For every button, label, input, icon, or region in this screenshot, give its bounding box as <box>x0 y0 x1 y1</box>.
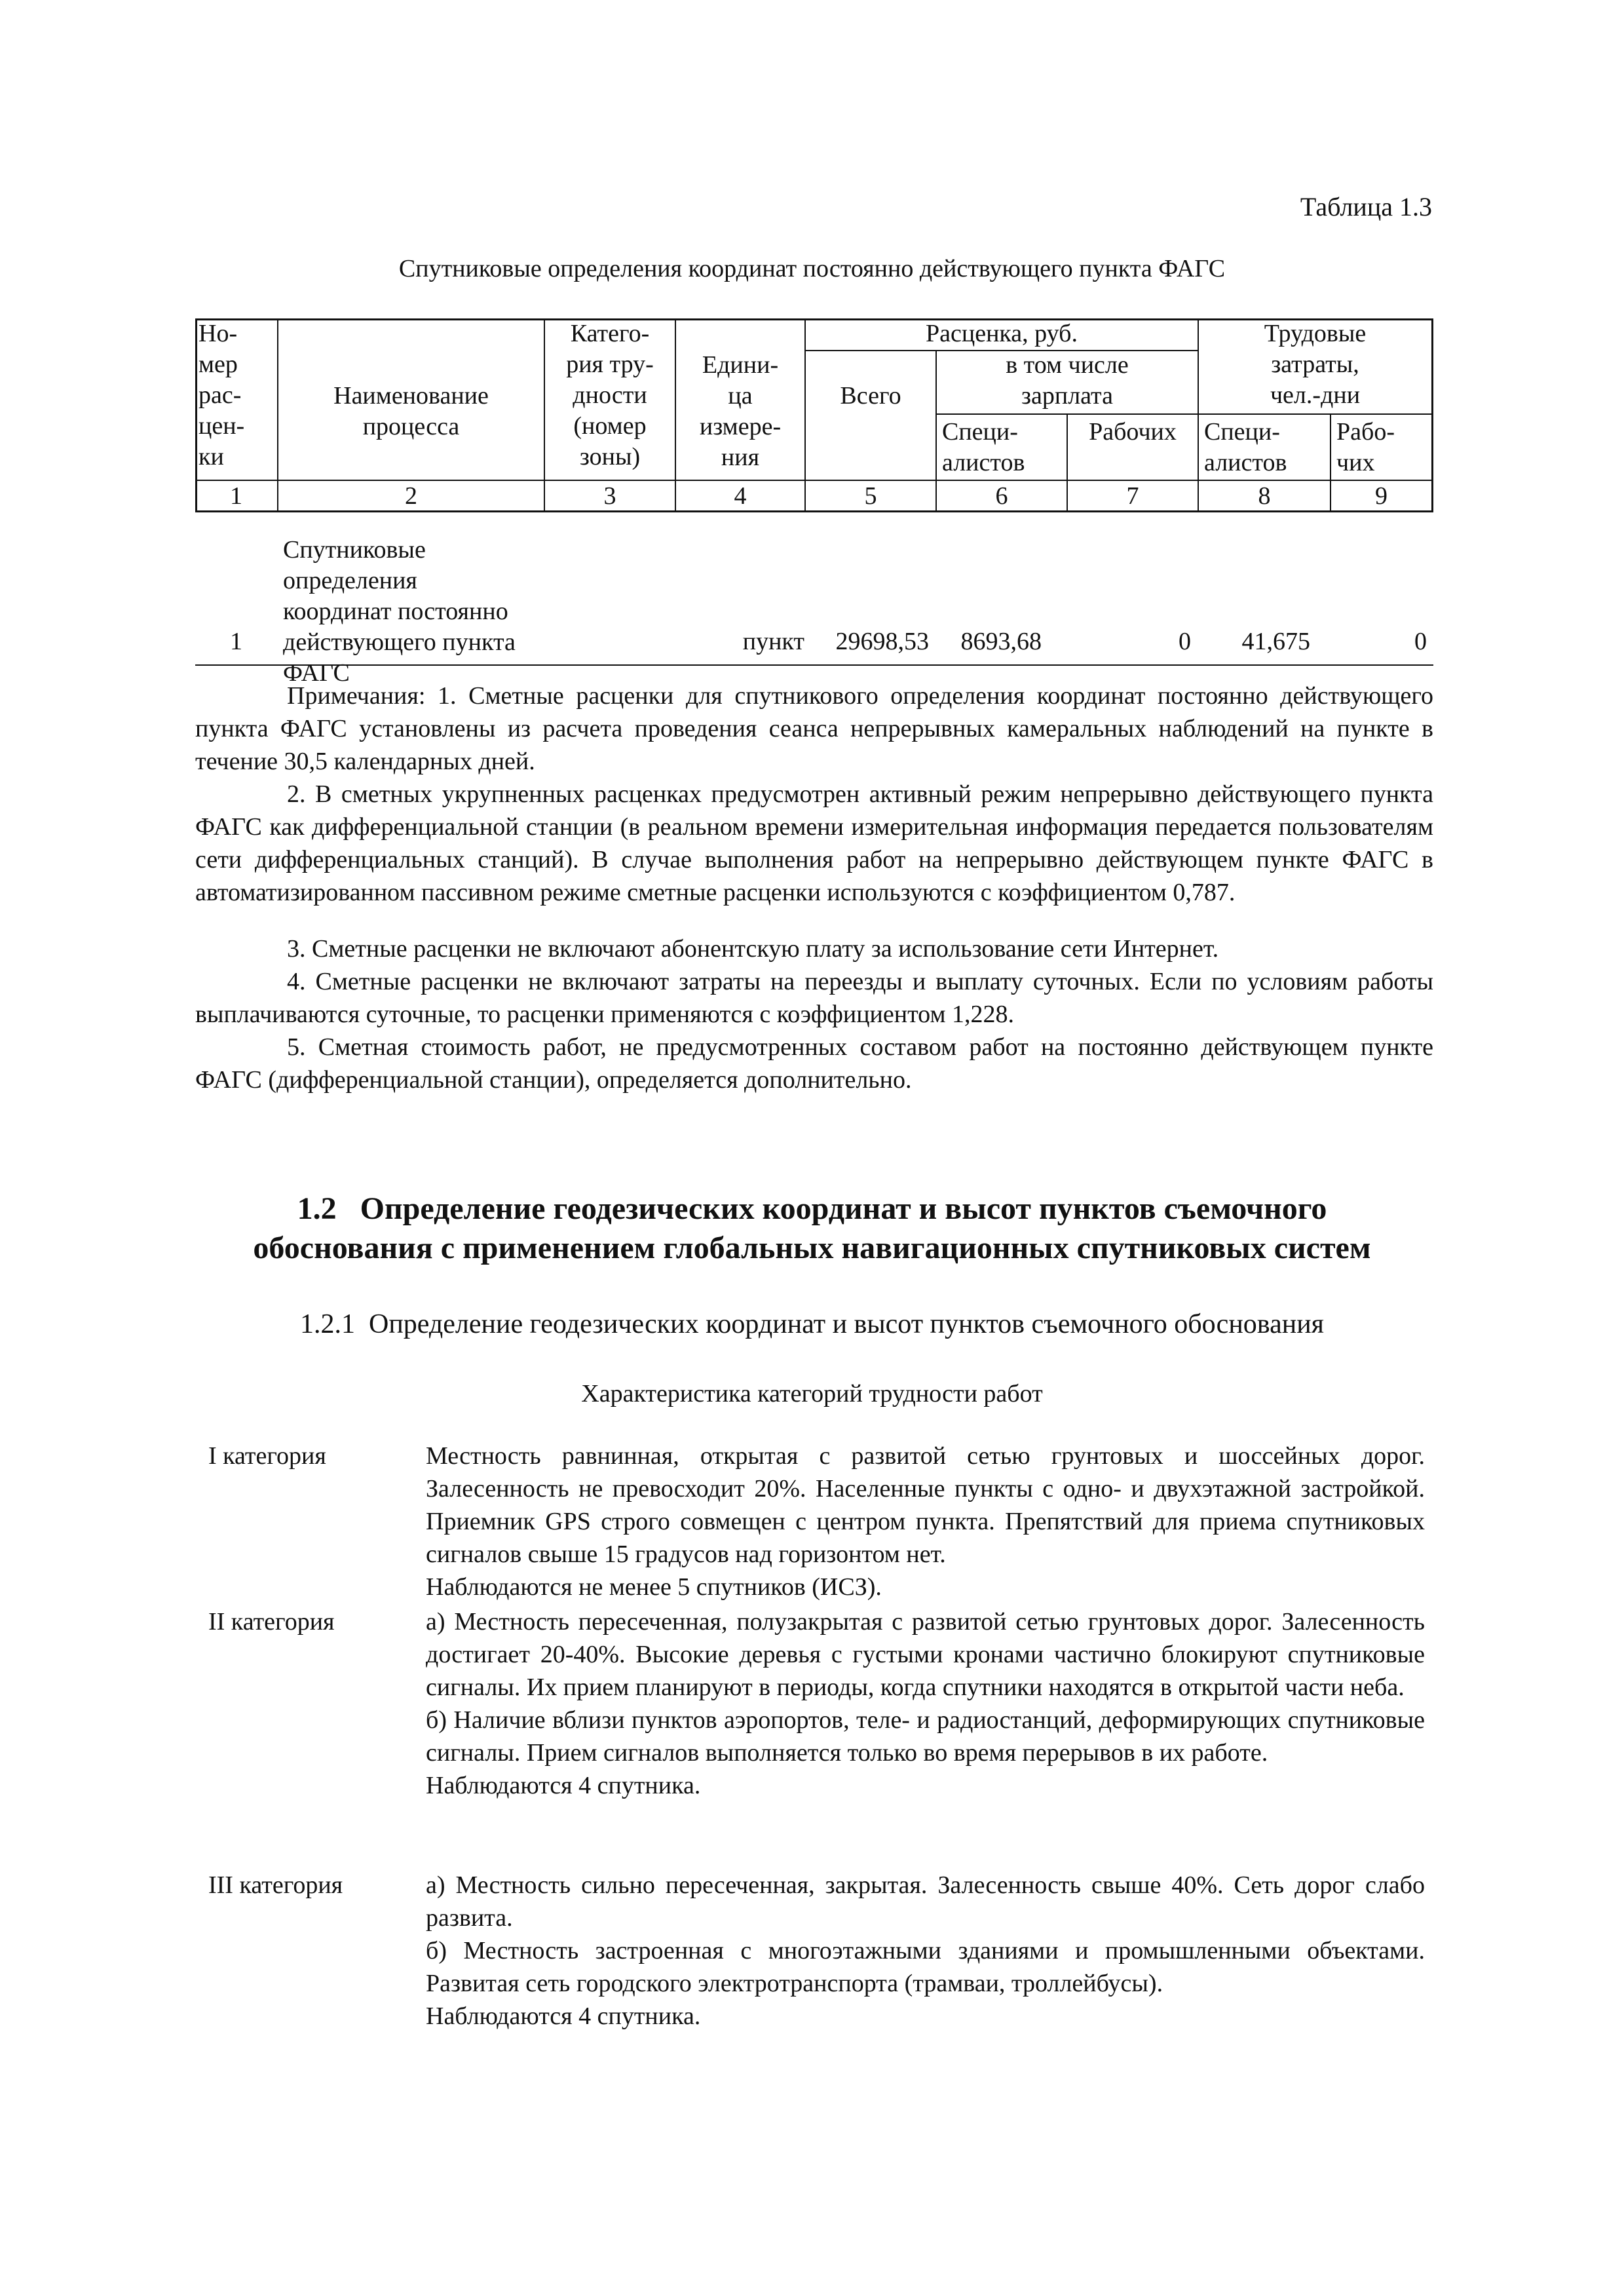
row-labor-specialists: 41,675 <box>1241 628 1310 655</box>
row-unit: пункт <box>742 628 804 655</box>
table-border <box>1431 318 1433 512</box>
subsection-heading: 1.2.1 Определение геодезических координат и высот пунктов съемочного обоснования <box>300 1309 1324 1339</box>
note-5: 5. Сметная стоимость работ, не предусмотренных составом работ на постоянно действующем пункте ФАГС (дифференциальной станции), определяется дополнительно. <box>195 1033 1433 1094</box>
category-label: II категория <box>208 1608 335 1636</box>
note-4: 4. Сметные расценки не включают затраты на переезды и выплату суточных. Если по условиям работы выплачиваются суточные, то расценки применяются с коэффициентом 1,228. <box>195 968 1433 1028</box>
column-number: 2 <box>405 482 417 510</box>
header-price: Расценка, руб. <box>926 320 1078 347</box>
section-heading: 1.2 Определение геодезических координат и высот пунктов съемочного обоснования с применением глобальных навигационных спутниковых систем <box>253 1191 1371 1265</box>
column-number: 4 <box>734 482 747 510</box>
note-1: Примечания: 1. Сметные расценки для спутникового определения координат постоянно действующего пункта ФАГС установлены из расчета проведения сеанса непрерывных камеральных наблюдений на пункте в течение 30,5 календарных дней. <box>195 682 1433 775</box>
column-number: 9 <box>1375 482 1388 510</box>
header-labor-specialists: Специ- алистов <box>1204 418 1287 476</box>
row-specialists: 8693,68 <box>960 628 1042 655</box>
column-number: 6 <box>995 482 1008 510</box>
column-number: 1 <box>230 482 242 510</box>
category-description: а) Местность пересеченная, полузакрытая с развитой сетью грунтовых дорог. Залесенность достигает 20-40%. Высокие деревья с густыми кронами частично блокируют спутниковые сигналы. Их прием планируют в периоды, когда спутники находятся в открытой части неба. б) Наличие вблизи пунктов аэропортов, теле- и радиостанций, деформирующих спутниковые сигналы. Прием сигналов выполняется только во время перерывов в их работе. Наблюдаются 4 спутника. <box>426 1608 1425 1799</box>
category-description: а) Местность сильно пересеченная, закрытая. Залесенность свыше 40%. Сеть дорог слабо развита. б) Местность застроенная с многоэтажными зданиями и промышленными объектами. Развитая сеть городского электротранспорта (трамваи, троллейбусы). Наблюдаются 4 спутника. <box>426 1871 1425 2030</box>
header-workers: Рабочих <box>1089 418 1177 446</box>
table-label: Таблица 1.3 <box>1300 192 1432 221</box>
category-description: Местность равнинная, открытая с развитой сетью грунтовых и шоссейных дорог. Залесенность не превосходит 20%. Населенные пункты с одно- и двухэтажной застройкой. Приемник GPS строго совмещен с центром пункта. Препятствий для приема спутниковых сигналов свыше 15 градусов над горизонтом нет. Наблюдаются не менее 5 спутников (ИСЗ). <box>426 1442 1425 1601</box>
category-label: III категория <box>208 1871 343 1899</box>
categories-title: Характеристика категорий трудности работ <box>581 1380 1043 1407</box>
column-number: 8 <box>1258 482 1271 510</box>
column-number: 3 <box>603 482 616 510</box>
header-labor-workers: Рабо- чих <box>1336 418 1395 476</box>
header-specialists: Специ- алистов <box>942 418 1025 476</box>
note-3: 3. Сметные расценки не включают абонентскую плату за использование сети Интернет. <box>287 935 1219 963</box>
row-labor-workers: 0 <box>1414 628 1427 655</box>
row-number: 1 <box>230 628 242 655</box>
header-name: Наименование процесса <box>333 382 489 440</box>
rate-table <box>195 318 1433 687</box>
header-unit: Едини- ца измере- ния <box>699 351 782 471</box>
table-title: Спутниковые определения координат постоянно действующего пункта ФАГС <box>398 255 1226 282</box>
column-number: 7 <box>1126 482 1139 510</box>
header-category: Катего- рия тру- дности (номер зоны) <box>566 320 654 470</box>
row-name: Спутниковые определения координат постоянно действующего пункта ФАГС <box>283 536 516 687</box>
header-number: Но- мер рас- цен- ки <box>198 320 245 470</box>
category-label: I категория <box>208 1442 326 1470</box>
header-total: Всего <box>840 382 901 410</box>
column-number: 5 <box>864 482 877 510</box>
row-total: 29698,53 <box>835 628 929 655</box>
header-including-salary: в том числе зарплата <box>1006 351 1129 410</box>
row-workers: 0 <box>1179 628 1191 655</box>
table-border <box>1198 413 1433 415</box>
header-labor: Трудовые затраты, чел.-дни <box>1264 320 1367 409</box>
note-2: 2. В сметных укрупненных расценках предусмотрен активный режим непрерывно действующего пункта ФАГС как дифференциальной станции (в реальном времени измерительная информация передается пользователям сети дифференциальных станций). В случае выполнения работ на непрерывно действующем пункте ФАГС в автоматизированном пассивном режиме сметные расценки используются с коэффициентом 0,787. <box>195 780 1433 906</box>
